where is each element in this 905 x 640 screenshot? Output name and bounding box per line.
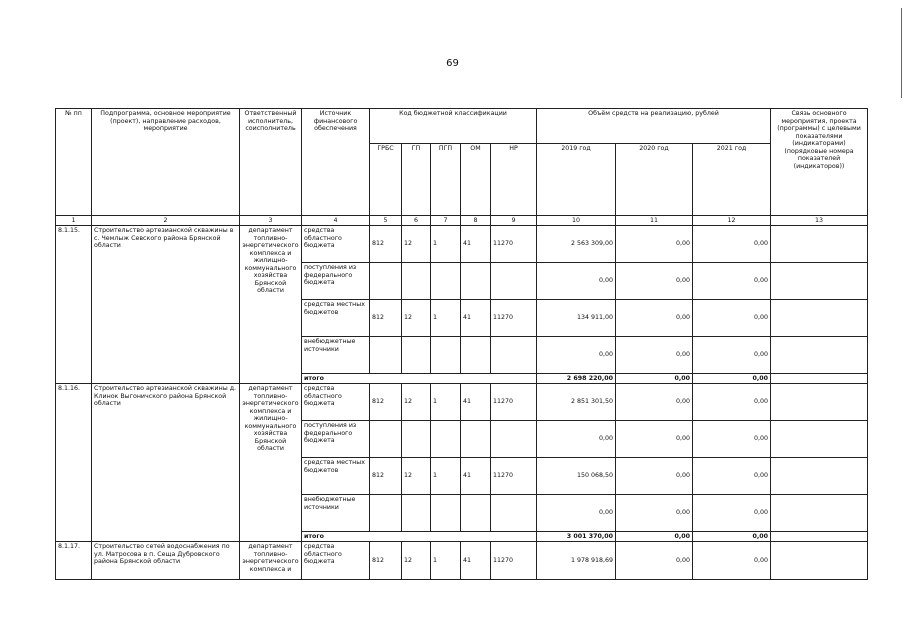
amount-2019-cell: 0,00 — [537, 337, 616, 374]
header-sub: ПГП — [431, 144, 461, 216]
amount-2019-cell: 0,00 — [537, 421, 616, 458]
om-cell — [461, 263, 491, 300]
column-number: 13 — [771, 216, 868, 226]
amount-2021-cell: 0,00 — [693, 300, 771, 337]
amount-2020-cell: 0,00 — [616, 421, 693, 458]
item-number: 8.1.17. — [56, 542, 92, 580]
pgp-cell: 1 — [431, 226, 461, 263]
item-name: Строительство артезианской скважины д. Клинок Выгоничского района Брянской области — [92, 384, 240, 542]
column-number: 2 — [92, 216, 240, 226]
gp-cell — [402, 337, 431, 374]
nr-cell — [491, 495, 537, 532]
amount-2019-cell: 0,00 — [537, 263, 616, 300]
header-sub: ОМ — [461, 144, 491, 216]
indicator-link-cell — [771, 421, 868, 458]
om-cell — [461, 337, 491, 374]
amount-2020-cell: 0,00 — [616, 226, 693, 263]
column-number: 6 — [402, 216, 431, 226]
indicator-link-cell — [771, 458, 868, 495]
column-number: 1 — [56, 216, 92, 226]
amount-2020-cell: 0,00 — [616, 300, 693, 337]
indicator-link-cell — [771, 300, 868, 337]
om-cell: 41 — [461, 300, 491, 337]
pgp-cell — [431, 337, 461, 374]
budget-table — [55, 108, 868, 580]
page-number: 69 — [446, 58, 459, 69]
gp-cell: 12 — [402, 384, 431, 421]
grbs-cell: 812 — [370, 226, 402, 263]
grbs-cell: 812 — [370, 542, 402, 580]
om-cell — [461, 495, 491, 532]
source-cell: внебюджетные источники — [302, 337, 370, 374]
total-label: итого — [302, 532, 537, 542]
om-cell: 41 — [461, 458, 491, 495]
indicator-link-cell — [771, 374, 868, 384]
amount-2021-cell: 0,00 — [693, 337, 771, 374]
header-sub: 2020 год — [616, 144, 693, 216]
amount-2020-cell: 0,00 — [616, 542, 693, 580]
nr-cell — [491, 263, 537, 300]
amount-2020-cell: 0,00 — [616, 263, 693, 300]
amount-2020-cell: 0,00 — [616, 458, 693, 495]
nr-cell: 11270 — [491, 384, 537, 421]
table-row — [56, 226, 868, 263]
header-sub: 2019 год — [537, 144, 616, 216]
amount-2019-cell: 1 978 918,69 — [537, 542, 616, 580]
gp-cell — [402, 263, 431, 300]
item-number: 8.1.16. — [56, 384, 92, 542]
source-cell: поступления из федерального бюджета — [302, 421, 370, 458]
gp-cell: 12 — [402, 542, 431, 580]
header-budget-code: Код бюджетной классификации — [370, 109, 537, 144]
column-number-row — [56, 216, 868, 226]
amount-2021-cell: 0,00 — [693, 226, 771, 263]
total-2019: 3 001 370,00 — [537, 532, 616, 542]
amount-2019-cell: 134 911,00 — [537, 300, 616, 337]
amount-2021-cell: 0,00 — [693, 542, 771, 580]
item-number: 8.1.15. — [56, 226, 92, 384]
total-2021: 0,00 — [693, 532, 771, 542]
om-cell: 41 — [461, 226, 491, 263]
indicator-link-cell — [771, 542, 868, 580]
source-cell: средства областного бюджета — [302, 226, 370, 263]
total-2020: 0,00 — [616, 532, 693, 542]
amount-2021-cell: 0,00 — [693, 421, 771, 458]
nr-cell: 11270 — [491, 226, 537, 263]
gp-cell: 12 — [402, 458, 431, 495]
indicator-link-cell — [771, 532, 868, 542]
page-edge-mark — [901, 8, 902, 98]
header-sub: ГРБС — [370, 144, 402, 216]
gp-cell — [402, 495, 431, 532]
nr-cell: 11270 — [491, 300, 537, 337]
gp-cell: 12 — [402, 226, 431, 263]
header-sub: НР — [491, 144, 537, 216]
item-executor: департамент топливно-энергетического комплекса и жилищно-коммунального хозяйства Брянской области — [240, 226, 302, 384]
amount-2021-cell: 0,00 — [693, 458, 771, 495]
amount-2020-cell: 0,00 — [616, 384, 693, 421]
indicator-link-cell — [771, 495, 868, 532]
column-number: 3 — [240, 216, 302, 226]
pgp-cell — [431, 495, 461, 532]
indicator-link-cell — [771, 263, 868, 300]
column-number: 4 — [302, 216, 370, 226]
header-volume: Объём средств на реализацию, рублей — [537, 109, 771, 144]
item-name: Строительство сетей водоснабжения по ул. Матросова в п. Сеща Дубровского района Брянской области — [92, 542, 240, 580]
source-cell: внебюджетные источники — [302, 495, 370, 532]
header-no: № пп — [56, 109, 92, 216]
pgp-cell: 1 — [431, 542, 461, 580]
pgp-cell — [431, 421, 461, 458]
header-link: Связь основного мероприятия, проекта (программы) с целевыми показателями (индикаторами) (порядковые номера показателей (индикаторов)) — [771, 109, 868, 216]
nr-cell: 11270 — [491, 458, 537, 495]
indicator-link-cell — [771, 384, 868, 421]
amount-2021-cell: 0,00 — [693, 495, 771, 532]
header-sub: ГП — [402, 144, 431, 216]
amount-2019-cell: 0,00 — [537, 495, 616, 532]
column-number: 7 — [431, 216, 461, 226]
table-row — [56, 384, 868, 421]
amount-2019-cell: 150 068,50 — [537, 458, 616, 495]
column-number: 11 — [616, 216, 693, 226]
column-number: 12 — [693, 216, 771, 226]
om-cell: 41 — [461, 542, 491, 580]
grbs-cell — [370, 495, 402, 532]
grbs-cell: 812 — [370, 300, 402, 337]
total-2020: 0,00 — [616, 374, 693, 384]
nr-cell: 11270 — [491, 542, 537, 580]
pgp-cell: 1 — [431, 300, 461, 337]
column-number: 9 — [491, 216, 537, 226]
total-2021: 0,00 — [693, 374, 771, 384]
amount-2020-cell: 0,00 — [616, 495, 693, 532]
column-number: 10 — [537, 216, 616, 226]
source-cell: поступления из федерального бюджета — [302, 263, 370, 300]
indicator-link-cell — [771, 337, 868, 374]
grbs-cell: 812 — [370, 458, 402, 495]
header-sub: 2021 год — [693, 144, 771, 216]
column-number: 5 — [370, 216, 402, 226]
grbs-cell: 812 — [370, 384, 402, 421]
pgp-cell — [431, 263, 461, 300]
header-executor: Ответственный исполнитель, соисполнитель — [240, 109, 302, 216]
amount-2020-cell: 0,00 — [616, 337, 693, 374]
om-cell: 41 — [461, 384, 491, 421]
indicator-link-cell — [771, 226, 868, 263]
source-cell: средства местных бюджетов — [302, 300, 370, 337]
item-name: Строительство артезианской скважины в с. Чемлыж Севского района Брянской области — [92, 226, 240, 384]
grbs-cell — [370, 263, 402, 300]
nr-cell — [491, 421, 537, 458]
total-2019: 2 698 220,00 — [537, 374, 616, 384]
amount-2021-cell: 0,00 — [693, 384, 771, 421]
om-cell — [461, 421, 491, 458]
amount-2021-cell: 0,00 — [693, 263, 771, 300]
amount-2019-cell: 2 851 301,50 — [537, 384, 616, 421]
grbs-cell — [370, 421, 402, 458]
amount-2019-cell: 2 563 309,00 — [537, 226, 616, 263]
item-executor: департамент топливно-энергетического комплекса и — [240, 542, 302, 580]
grbs-cell — [370, 337, 402, 374]
total-label: итого — [302, 374, 537, 384]
header-source: Источник финансового обеспечения — [302, 109, 370, 216]
gp-cell — [402, 421, 431, 458]
source-cell: средства областного бюджета — [302, 384, 370, 421]
pgp-cell: 1 — [431, 458, 461, 495]
source-cell: средства местных бюджетов — [302, 458, 370, 495]
table-row — [56, 542, 868, 580]
nr-cell — [491, 337, 537, 374]
item-executor: департамент топливно-энергетического комплекса и жилищно-коммунального хозяйства Брянской области — [240, 384, 302, 542]
pgp-cell: 1 — [431, 384, 461, 421]
source-cell: средства областного бюджета — [302, 542, 370, 580]
gp-cell: 12 — [402, 300, 431, 337]
header-subprogram: Подпрограмма, основное мероприятие (проект), направление расходов, мероприятие — [92, 109, 240, 216]
column-number: 8 — [461, 216, 491, 226]
